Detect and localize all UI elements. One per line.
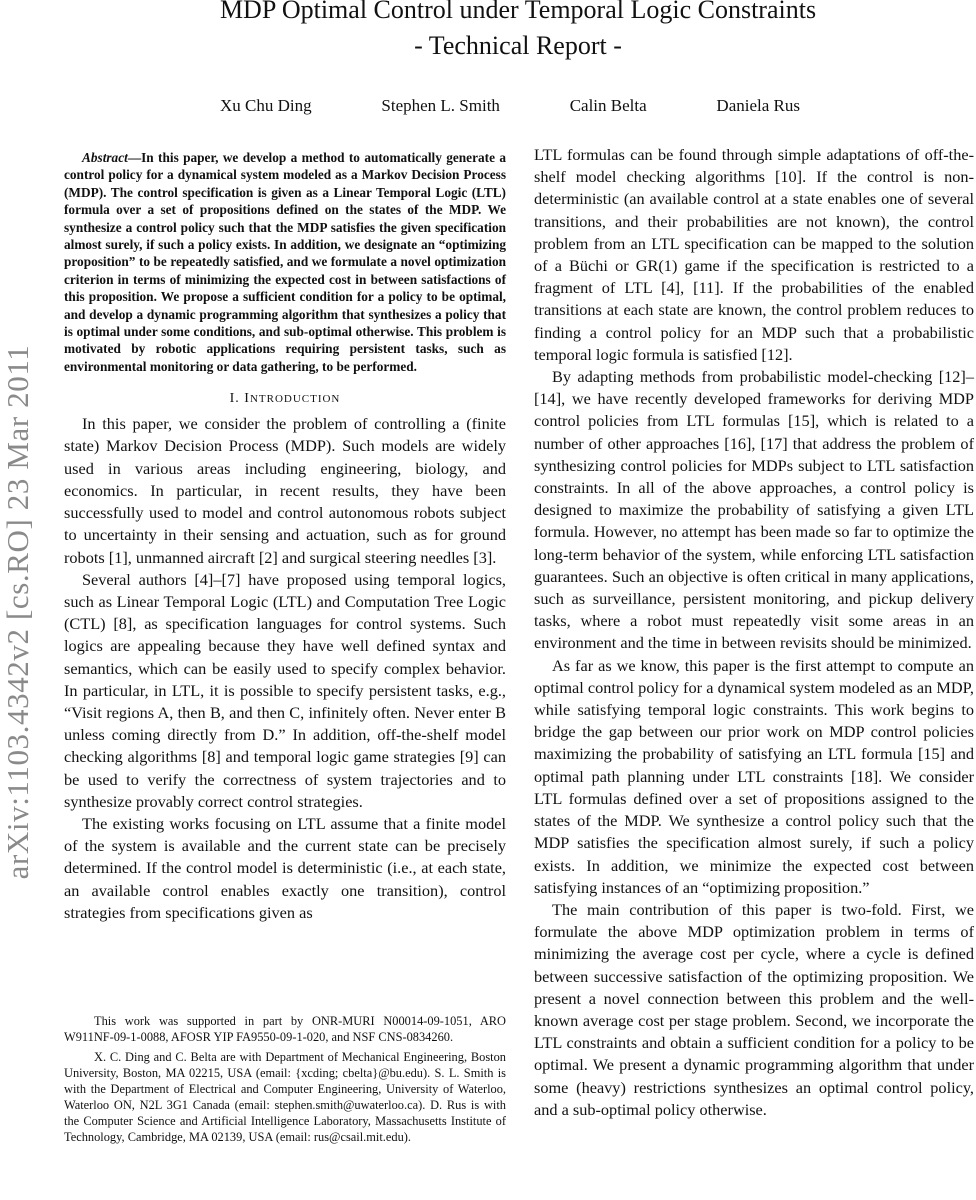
footnote-affiliations: X. C. Ding and C. Belta are with Department of Mechanical Engineering, Boston University, Boston, MA 02215, USA (email: {xcding; cbelta}@bu.edu). S. L. Smith is with the Department of Electrical and Computer Engineering, University of Waterloo, Waterloo ON, N2L 3G1 Canada (email: stephen.smith@uwaterloo.ca). D. Rus is with the Computer Science and Artificial Intelligence Laboratory, Massachusetts Institute of Technology, Cambridge, MA 02139, USA (email: rus@csail.mit.edu). bbox=[64, 1050, 506, 1144]
section-title-rest: NTRODUCTION bbox=[249, 393, 341, 406]
section-number: I. bbox=[229, 391, 240, 407]
arxiv-identifier: arXiv:1103.4342v2 [cs.RO] 23 Mar 2011 bbox=[0, 344, 35, 880]
body-paragraph: Several authors [4]–[7] have proposed using temporal logics, such as Linear Temporal Logic (LTL) and Computation Tree Logic (CTL) [8], as specification languages for control systems. Such logics are appealing because they have well defined syntax and semantics, which can be easily used to specify complex behavior. In particular, in LTL, it is possible to specify persistent tasks, e.g., “Visit regions A, then B, and then C, infinitely often. Never enter B unless coming directly from D.” In addition, off-the-shelf model checking algorithms [8] and temporal logic game strategies [9] can be used to verify the correctness of system trajectories and to synthesize provably correct control strategies. bbox=[64, 569, 506, 811]
author-name: Calin Belta bbox=[569, 96, 647, 115]
author-name: Xu Chu Ding bbox=[220, 96, 312, 115]
abstract-label: Abstract bbox=[82, 150, 128, 165]
body-paragraph: As far as we know, this paper is the first attempt to compute an optimal control policy for a dynamical system modeled as an MDP, while satisfying temporal logic constraints. This work begins to bridge the gap between our prior work on MDP control policies maximizing the probability of satisfying an LTL formula [15] and optimal path planning under LTL constraints [18]. We consider LTL formulas defined over a set of propositions assigned to the states of the MDP. We synthesize a control policy such that the MDP satisfies the specification almost surely, if such a policy exists. In addition, we minimize the expected cost between satisfying instances of an “optimizing proposition.” bbox=[534, 655, 974, 897]
paper-subtitle: - Technical Report - bbox=[414, 31, 622, 60]
right-column bbox=[534, 144, 974, 1121]
abstract-text: In this paper, we develop a method to automatically generate a control policy for a dynamical system modeled as a Markov Decision Process (MDP). The control specification is given as a Linear Temporal Logic (LTL) formula over a set of propositions defined on the states of the MDP. We synthesize a control policy such that the MDP satisfies the given specification almost surely, if such a policy exists. In addition, we designate an “optimizing proposition” to be repeatedly satisfied, and we formulate a novel optimization criterion in terms of minimizing the expected cost in between satisfactions of this proposition. We propose a sufficient condition for a policy to be optimal, and develop a dynamic programming algorithm that synthesizes a policy that is optimal under some conditions, and sub-optimal otherwise. This problem is motivated by robotic applications requiring persistent tasks, such as environmental monitoring or data gathering, to be performed. bbox=[64, 150, 506, 374]
section-heading-introduction bbox=[64, 390, 506, 408]
section-title-initial: I bbox=[244, 391, 250, 407]
author-name: Daniela Rus bbox=[716, 96, 800, 115]
abstract-dash: — bbox=[127, 150, 142, 165]
body-paragraph: In this paper, we consider the problem of controlling a (finite state) Markov Decision Process (MDP). Such models are widely used in various areas including engineering, biology, and economics. In particular, in recent results, they have been successfully used to model and control autonomous robots subject to uncertainty in their sensing and actuation, such as for ground robots [1], unmanned aircraft [2] and surgical steering needles [3]. bbox=[64, 414, 506, 567]
body-paragraph: By adapting methods from probabilistic model-checking [12]–[14], we have recently developed frameworks for deriving MDP control policies from LTL formulas [15], which is related to a number of other approaches [16], [17] that address the problem of synthesizing control policies for MDPs subject to LTL satisfaction constraints. In all of the above approaches, a control policy is designed to maximize the probability of satisfying a given LTL formula. However, no attempt has been made so far to optimize the long-term behavior of the system, while enforcing LTL satisfaction guarantees. Such an objective is often critical in many applications, such as surveillance, persistent monitoring, and pickup delivery tasks, where a robot must repeatedly visit some areas in an environment and the time in between revisits should be minimized. bbox=[534, 367, 974, 653]
body-paragraph: LTL formulas can be found through simple adaptations of off-the-shelf model checking algorithms [10]. If the control is non-deterministic (an available control at a state enables one of several transitions, and their probabilities are not known), the control problem from an LTL specification can be mapped to the solution of a Büchi or GR(1) game if the specification is restricted to a fragment of LTL [4], [11]. If the probabilities of the enabled transitions at each state are known, the control problem reduces to finding a control policy for an MDP such that a probabilistic temporal logic formula is satisfied [12]. bbox=[534, 145, 974, 364]
author-name: Stephen L. Smith bbox=[381, 96, 500, 115]
arxiv-stamp-strip bbox=[0, 0, 40, 1200]
left-column bbox=[64, 149, 506, 924]
author-list bbox=[220, 95, 800, 117]
body-paragraph: The main contribution of this paper is two-fold. First, we formulate the above MDP optimization problem in terms of minimizing the average cost per cycle, where a cycle is defined between successive satisfaction of the optimizing proposition. We present a novel connection between this problem and the well-known average cost per stage problem. Second, we incorporate the LTL constraints and obtain a sufficient condition for a policy to be optimal. We present a dynamic programming algorithm that under some (heavy) restrictions synthesizes an optimal control policy, and a sub-optimal policy otherwise. bbox=[534, 899, 974, 1119]
abstract bbox=[64, 149, 506, 375]
footnote-funding: This work was supported in part by ONR-MURI N00014-09-1051, ARO W911NF-09-1-0088, AFOSR YIP FA9550-09-1-020, and NSF CNS-0834260. bbox=[64, 1014, 506, 1044]
body-paragraph: The existing works focusing on LTL assume that a finite model of the system is available and the current state can be precisely determined. If the control model is deterministic (i.e., at each state, an available control enables exactly one transition), control strategies from specifications given as bbox=[64, 813, 506, 922]
footnotes bbox=[64, 1013, 506, 1145]
paper-title: MDP Optimal Control under Temporal Logic Constraints bbox=[219, 0, 817, 24]
